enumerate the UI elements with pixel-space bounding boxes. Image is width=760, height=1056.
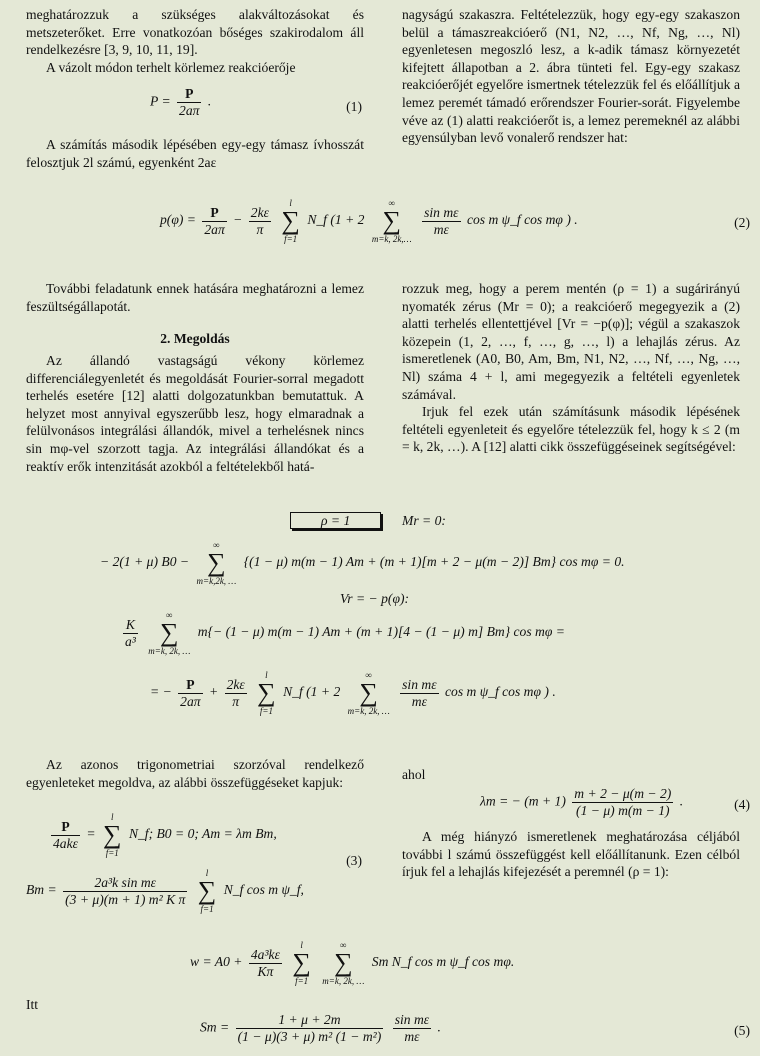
sum-lower: m=k,2k, … [196,576,237,586]
sum-lower: m=k, 2k, … [322,976,365,986]
left-bot-text [26,756,364,791]
eq-part: = − [150,684,172,700]
left-mid-text-2 [26,352,364,475]
sum-lower: m=k, 2k, … [148,646,191,656]
fraction [236,1012,384,1045]
paragraph: ahol [402,767,426,782]
frac-den: mε [404,1029,420,1044]
frac-den: (3 + μ)(m + 1) m² K π [65,891,186,907]
frac-num: P [51,819,80,836]
fraction [123,617,138,650]
equation-w [190,940,514,986]
operator: − [233,212,243,228]
right-top-text [402,6,740,147]
sum-upper: ∞ [388,198,395,208]
left-top-text-2 [26,136,364,171]
equation-1 [150,86,211,119]
paragraph: További feladatunk ennek hatására meghatározni a lemez feszültségállapotát. [26,281,364,314]
sum-upper: ∞ [213,540,220,550]
frac-den: a³ [125,633,136,649]
sum-upper: l [265,670,268,680]
eq-lhs: Bm = [26,882,57,898]
paragraph: A még hiányzó ismeretlenek meghatározása céljából további l számú összefüggést kell előállítanunk. Ezen célból írjuk fel a lehajlás kifejezését a peremnél (ρ = 1): [402,829,740,880]
eq-part: cos m ψ_f cos mφ ) . [444,684,556,700]
fraction [249,947,282,980]
condition-rho [290,512,381,530]
sum-lower: m=k, 2k,… [371,234,412,244]
sum-lower: f=1 [284,234,298,244]
sum-upper: ∞ [365,670,372,680]
condition-vr: Vr = − p(φ): [340,591,410,606]
sum-upper: ∞ [166,610,173,620]
equation-5 [200,1012,441,1045]
equation-3-line-1 [48,812,277,858]
summation: ∞ ∑ m=k, 2k,… [371,198,412,244]
frac-den: 2aπ [180,693,201,709]
fraction [178,677,202,710]
eq-tail: . [207,93,212,109]
eq-lhs: p(φ) = [160,212,196,228]
paragraph: rozzuk meg, hogy a perem mentén (ρ = 1) a sugárirányú nyomaték zérus (Mr = 0); a reakcióerő megegyezik a (2) alatti terhelés ellentettjével [Vr = −p(φ)]; végül a szakaszok közepein (1, 2, …, f, …, g, …, l) a lehajlás zérus. Az ismeretlenek (A0, B0, Am, Bm, N1, N2, …, Nf, …, Ng, …, Nl) száma 4 + l, ami megegyezik a feltételi egyenletek számával. [402,281,740,402]
summation: ∞ ∑ m=k, 2k, … [347,670,390,716]
equation-number: (1) [346,99,362,114]
frac-den: mε [433,221,449,237]
sum-upper: l [289,198,292,208]
condition-line-1 [100,540,625,586]
frac-num: P [177,86,201,103]
condition-mr: Mr = 0: [402,513,446,528]
summation: l ∑ f=1 [197,868,217,914]
frac-den: mε [411,693,427,709]
boxed-condition: ρ = 1 [290,512,381,529]
eq-mid: N_f (1 + 2 [307,212,365,228]
operator: + [208,684,219,700]
eq-lhs: Sm = [200,1019,230,1035]
eq-tail: . [679,793,684,809]
frac-den: π [256,221,264,237]
paragraph: Irjuk fel ezek után számításunk második lépésének feltételi egyenleteit és egyelőre tételezzük fel, hogy k ≤ 2 (m = k, 2k, …). A [12] alatti cikk összefüggéseinek segítségével: [402,404,740,455]
eq-tail: . [437,1019,441,1035]
paragraph: A vázolt módon terhelt körlemez reakcióerője [46,59,296,75]
summation: l ∑ f=1 [102,812,122,858]
equation-2 [160,198,578,244]
frac-num: sin mε [424,204,459,220]
paragraph: Az állandó vastagságú vékony körlemez differenciálegyenletét és megoldását Fourier-sorral megadott terhelés esetére [12] alatti dolgozatunkban bemutattuk. A helyzet most annyival egyszerűbb lesz, hogy elmaradnak a felülvonásos integrálási állandók, mivel a terhelésnek nincs sin mφ-vel szorzott tagja. Az integrálási állandókat és a reaktív erők intenzitását azokból a feltételekből hatá- [26,353,364,474]
section-heading: 2. Megoldás [160,331,230,346]
left-top-text [26,6,364,76]
frac-num: K [123,617,138,634]
right-mid-text [402,280,740,456]
fraction [400,677,438,710]
summation: ∞ ∑ m=k, 2k, … [148,610,191,656]
frac-den: (1 − μ)(3 + μ) m² (1 − m²) [237,1029,382,1044]
equation-3-line-2 [26,868,304,914]
fraction [393,1012,431,1045]
eq-part: Sm N_f cos m ψ_f cos mφ. [371,954,515,970]
frac-den: 2aπ [179,103,200,118]
right-bot-text [402,828,740,881]
eq-part: N_f; B0 = 0; Am = λm Bm, [128,826,277,842]
eq-part: m{− (1 − μ) m(m − 1) Am + (m + 1)[4 − (1 − μ) m] Bm} cos mφ = [197,624,565,640]
itt-text [26,996,126,1014]
right-bot-ahol [402,766,740,784]
eq-lhs: P = [150,93,171,109]
condition-line-3 [150,670,556,716]
frac-num: 2kε [226,676,245,692]
sum-lower: f=1 [105,848,119,858]
fraction [63,875,187,908]
eq-lhs: λm = − (m + 1) [480,793,566,809]
left-mid-text [26,280,364,315]
eq-part: N_f cos m ψ_f, [223,882,304,898]
fraction [177,86,201,119]
equation-4 [480,786,683,819]
frac-num: sin mε [402,676,437,692]
frac-num: 2a³k sin mε [63,875,187,892]
summation: l ∑ f=1 [292,940,311,986]
frac-num: P [178,677,202,694]
paragraph: A számítás második lépésében egy-egy támasz ívhosszát felosztjuk 2l számú, egyenként 2aε [26,137,364,170]
frac-den: 2aπ [204,221,225,237]
equation-number: (2) [734,215,750,230]
fraction [572,786,673,819]
condition-line-2 [120,610,565,656]
sum-upper: ∞ [340,940,347,950]
paragraph: nagyságú szakaszra. Feltételezzük, hogy egy-egy szakaszon belül a támaszreakcióerő (N1, N2, …, Nf, Ng, …, Nl) egyenletesen megoszló lesz, a k-adik támasz környezetét kifejtett állapotban a 2. ábra tünteti fel. Egy-egy szakasz reakcióerőjét egyelőre ismertnek tételezzük fel és előállítjuk a lemez peremét támadó erőrendszer Fourier-sorát. Figyelembe véve az (1) alatti reakcióerőt is, a lemez peremeknél az alábbi egyensúlyban levő vonalerő rendszer hat: [402,7,740,146]
frac-num: 2kε [250,204,269,220]
frac-num: P [202,205,226,222]
summation: ∞ ∑ m=k,2k, … [196,540,237,586]
frac-den: (1 − μ) m(m − 1) [576,803,670,818]
equation-number: (5) [734,1023,750,1038]
frac-den: 4akε [53,835,78,851]
equation-number: (4) [734,797,750,812]
frac-num: 1 + μ + 2m [236,1012,384,1029]
fraction [249,205,271,238]
fraction [202,205,226,238]
operator: = [86,826,96,842]
fraction [225,677,247,710]
sum-upper: l [205,868,209,878]
sum-lower: f=1 [200,904,214,914]
frac-num: sin mε [394,1012,430,1027]
summation: ∞ ∑ m=k, 2k, … [322,940,365,986]
eq-tail: cos m ψ_f cos mφ ) . [466,212,578,228]
frac-num: 4a³kε [250,946,280,962]
eq-part: {(1 − μ) m(m − 1) Am + (m + 1)[m + 2 − μ(m − 2)] Bm} cos mφ = 0. [243,554,625,570]
paragraph: Itt [26,997,39,1012]
eq-part: − 2(1 + μ) B0 − [100,554,190,570]
sum-lower: m=k, 2k, … [347,706,390,716]
sum-lower: f=1 [259,706,273,716]
eq-lhs: w = A0 + [190,954,243,970]
summation: l ∑ f=1 [257,670,276,716]
fraction [51,819,80,852]
frac-den: π [232,693,240,709]
sum-upper: l [111,812,114,822]
sum-upper: l [300,940,303,950]
frac-num: m + 2 − μ(m − 2) [574,786,672,801]
paragraph: meghatározzuk a szükséges alakváltozásokat és metszeterőket. Erre vonatkozóan bőséges szakirodalom áll rendelkezésre [3, 9, 10, 11, 19]. [26,7,364,58]
paragraph: Az azonos trigonometriai szorzóval rendelkező egyenleteket megoldva, az alábbi összefüggéseket kapjuk: [26,757,364,790]
frac-den: Kπ [257,963,274,979]
fraction [422,205,460,238]
equation-number: (3) [346,853,362,868]
sum-lower: f=1 [295,976,309,986]
summation: l ∑ f=1 [281,198,300,244]
eq-part: N_f (1 + 2 [283,684,341,700]
